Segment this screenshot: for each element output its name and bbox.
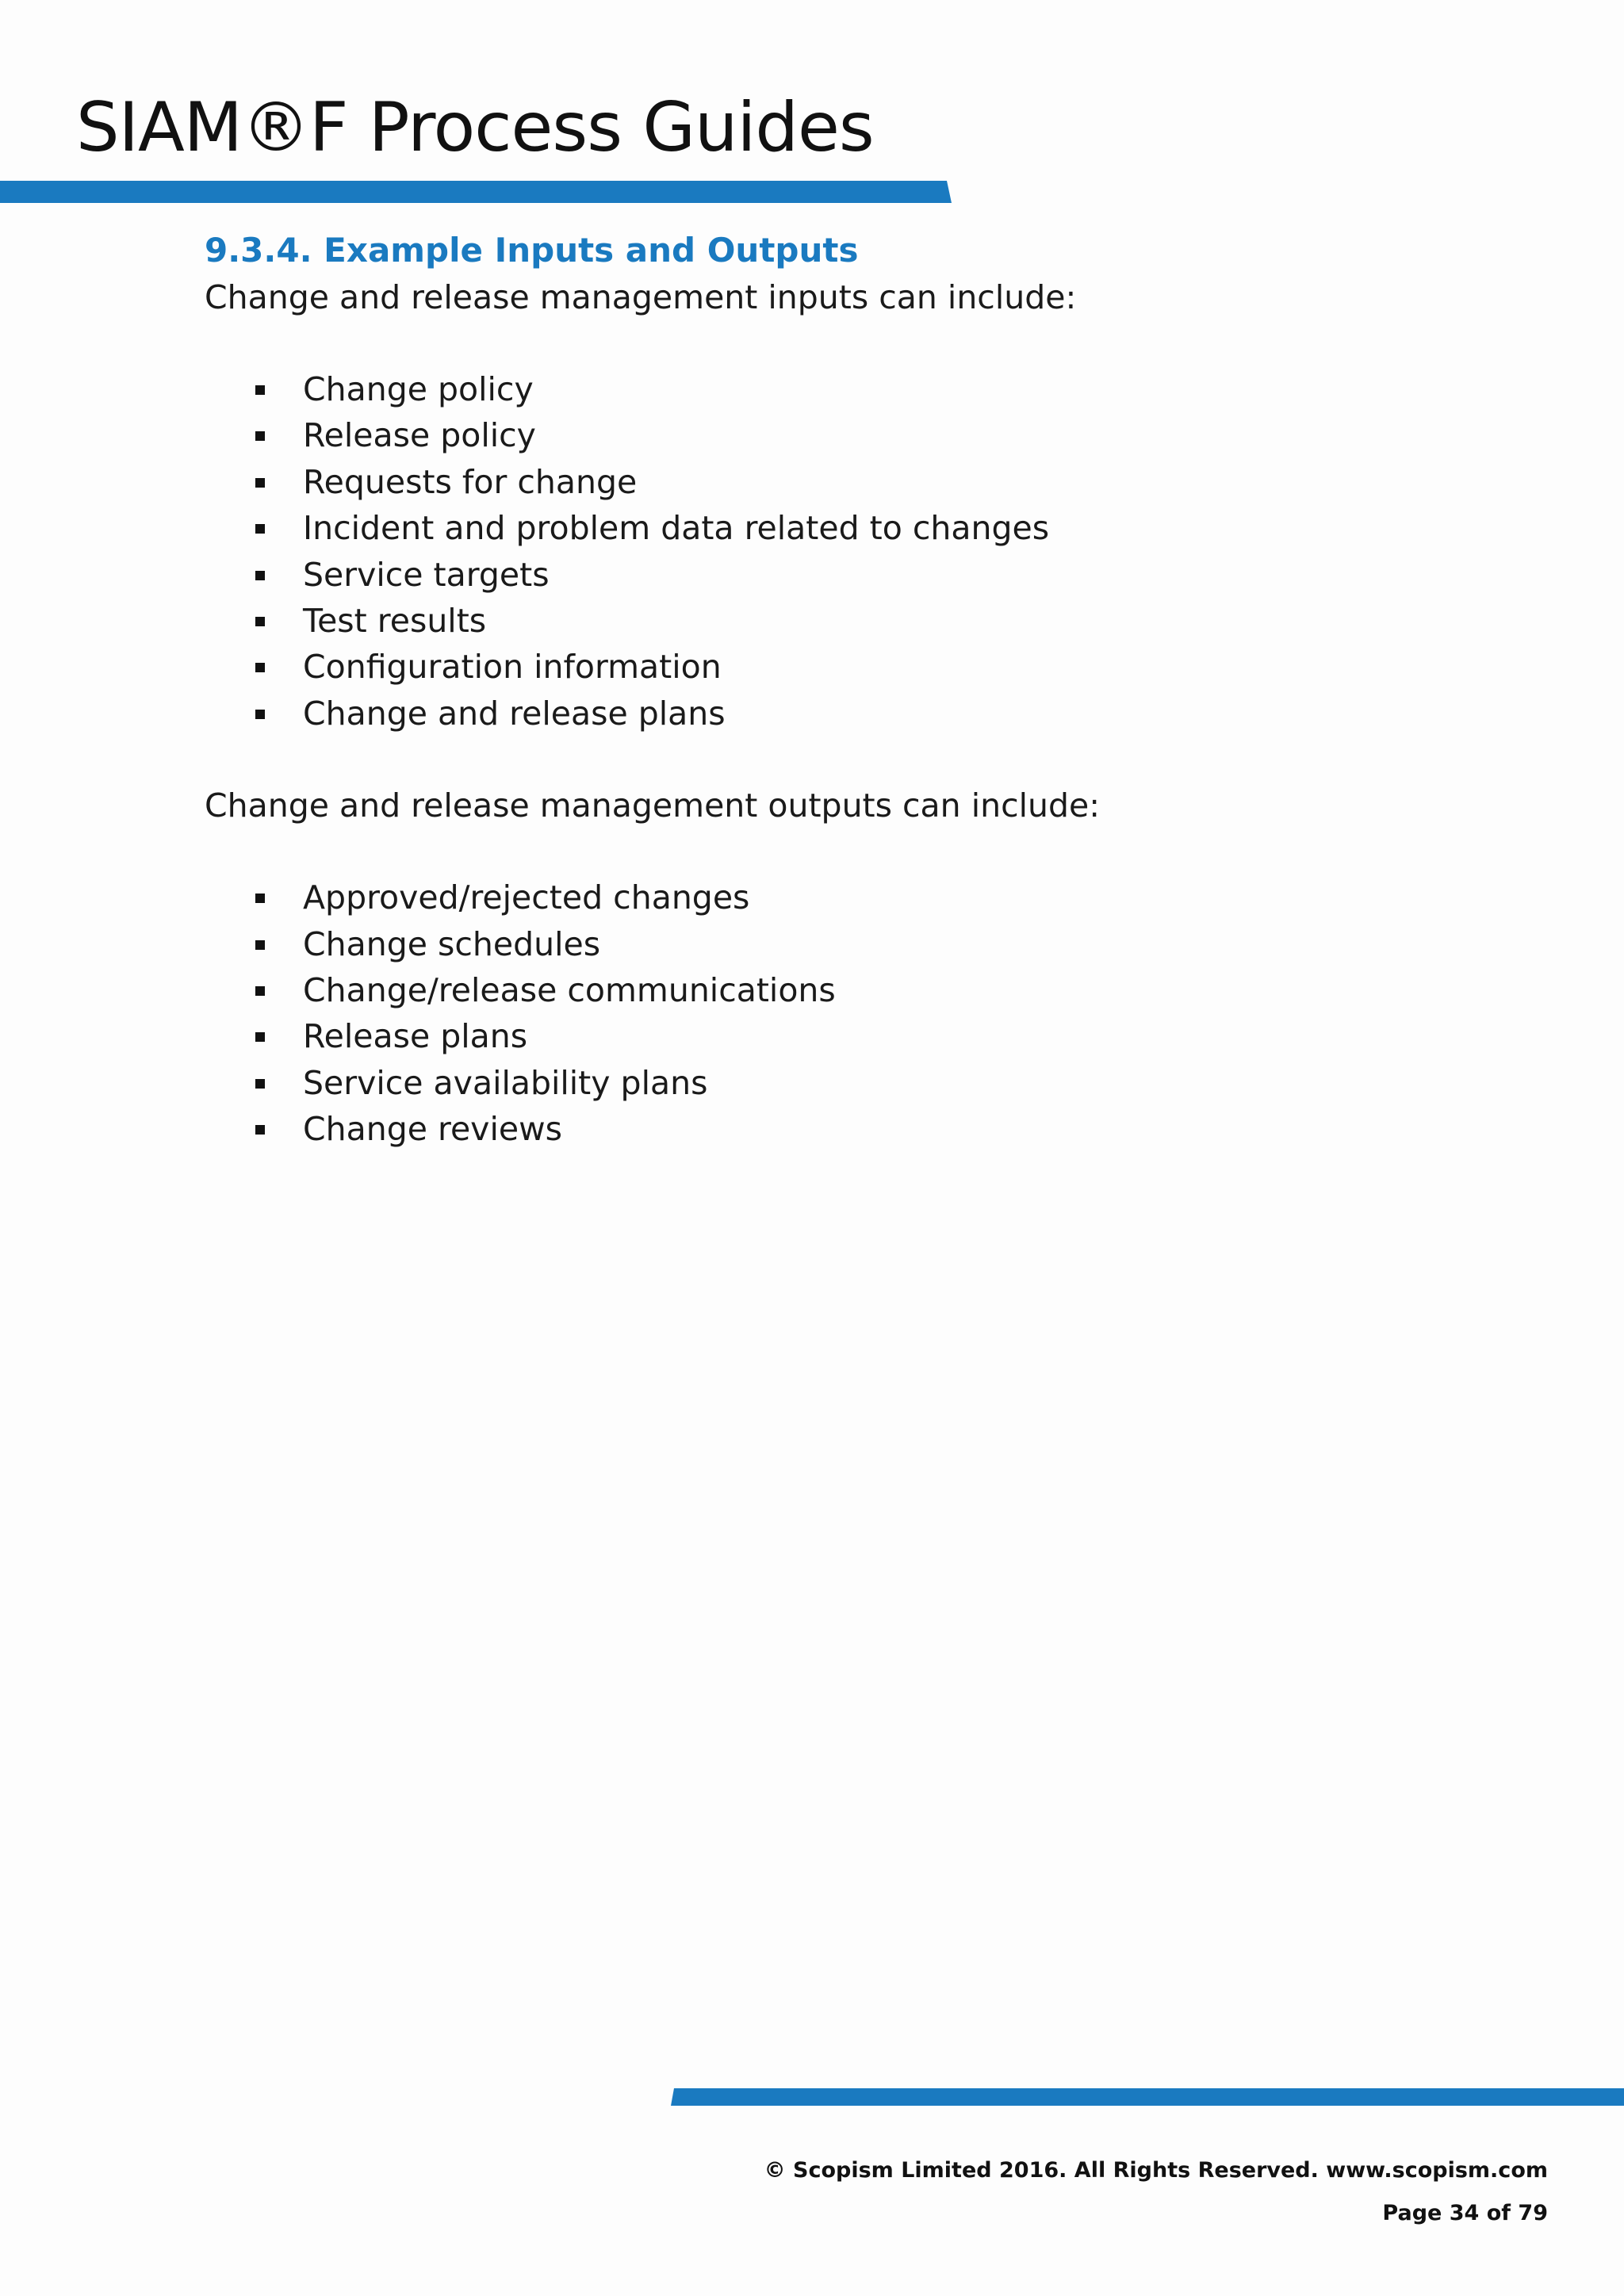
square-bullet-icon [255,1125,265,1135]
document-title: SIAM®F Process Guides [76,88,874,167]
inputs-list [205,366,1553,737]
square-bullet-icon [255,710,265,719]
list-item [205,366,1553,412]
square-bullet-icon [255,617,265,626]
list-item-text: Service targets [303,555,550,594]
list-item-text: Incident and problem data related to changes [303,509,1050,548]
list-item-text: Release policy [303,416,536,455]
list-item [205,644,1553,690]
square-bullet-icon [255,1079,265,1089]
square-bullet-icon [255,478,265,488]
square-bullet-icon [255,385,265,395]
list-item-text: Service availability plans [303,1063,708,1102]
list-item [205,1013,1553,1059]
list-item-text: Change/release communications [303,971,836,1010]
list-item [205,921,1553,967]
square-bullet-icon [255,524,265,534]
page-number: Page 34 of 79 [1382,2201,1548,2225]
list-item [205,874,1553,920]
list-item [205,505,1553,551]
main-content [205,227,1553,1199]
square-bullet-icon [255,894,265,903]
square-bullet-icon [255,663,265,672]
list-item [205,459,1553,505]
list-item [205,412,1553,458]
list-item-text: Change policy [303,370,534,408]
list-item-text: Change and release plans [303,694,726,733]
square-bullet-icon [255,571,265,580]
outputs-intro: Change and release management outputs can include: [205,786,1101,825]
square-bullet-icon [255,986,265,996]
header-accent-band [0,181,952,203]
section-heading: 9.3.4. Example Inputs and Outputs [205,231,859,270]
square-bullet-icon [255,431,265,441]
list-item-text: Change reviews [303,1110,562,1149]
square-bullet-icon [255,940,265,950]
list-item [205,691,1553,737]
list-item [205,967,1553,1013]
footer-copyright: © Scopism Limited 2016. All Rights Reserved. www.scopism.com [764,2158,1548,2183]
list-item-text: Requests for change [303,462,638,501]
list-item-text: Change schedules [303,924,601,963]
square-bullet-icon [255,1032,265,1042]
list-item-text: Release plans [303,1017,528,1056]
list-item-text: Approved/rejected changes [303,878,750,917]
list-item [205,598,1553,644]
list-item-text: Configuration information [303,648,722,687]
inputs-intro: Change and release management inputs can include: [205,278,1077,316]
list-item-text: Test results [303,602,487,641]
footer-accent-band [671,2088,1624,2106]
list-item [205,1106,1553,1152]
outputs-list [205,874,1553,1152]
list-item [205,552,1553,598]
list-item [205,1060,1553,1106]
